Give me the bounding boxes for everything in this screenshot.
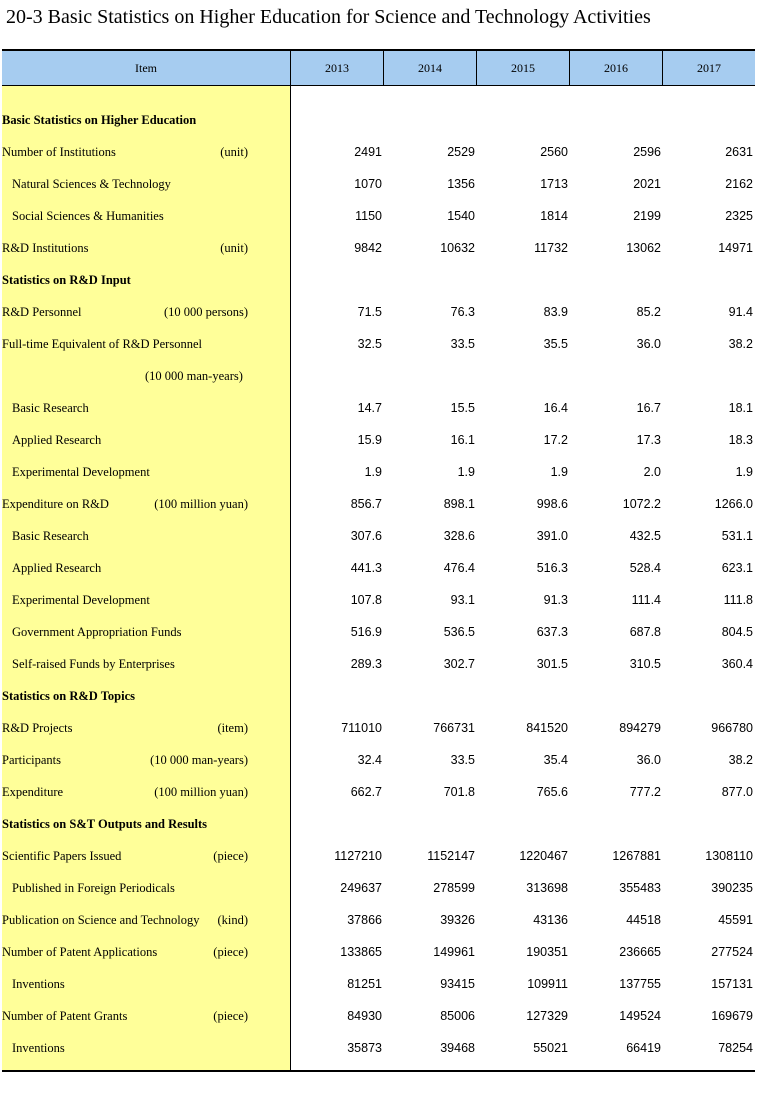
row-label: Number of Institutions <box>2 144 116 159</box>
row-label: Government Appropriation Funds <box>12 624 182 639</box>
value-row <box>291 840 755 872</box>
table-row <box>2 616 290 648</box>
value-cell: 637.3 <box>536 625 568 639</box>
value-cell: 328.6 <box>443 529 475 543</box>
item-cell <box>2 177 290 192</box>
value-row <box>291 936 755 968</box>
value-cell: 355483 <box>619 881 661 895</box>
value-row <box>291 232 755 264</box>
table-row <box>2 520 290 552</box>
item-cell <box>2 401 290 416</box>
item-cell <box>2 625 290 640</box>
value-cell: 78254 <box>718 1041 753 1055</box>
value-row <box>291 488 755 520</box>
item-cell <box>2 209 290 224</box>
table-row <box>2 744 290 776</box>
value-cell: 301.5 <box>536 657 568 671</box>
value-row <box>291 904 755 936</box>
item-cell <box>2 241 290 256</box>
table-row <box>2 840 290 872</box>
value-row <box>291 648 755 680</box>
item-cell <box>2 497 290 512</box>
table-row <box>2 712 290 744</box>
value-cell: 1070 <box>354 177 382 191</box>
value-cell: 1308110 <box>705 849 753 863</box>
value-cell: 18.3 <box>728 433 753 447</box>
section-header-row <box>2 680 290 712</box>
value-cell: 14.7 <box>357 401 382 415</box>
row-label: Number of Patent Applications <box>2 944 158 959</box>
value-cell: 93415 <box>440 977 475 991</box>
value-cell: 2162 <box>725 177 753 191</box>
value-cell: 32.5 <box>357 337 382 351</box>
value-row <box>291 712 755 744</box>
value-cell: 766731 <box>433 721 475 735</box>
row-label: R&D Institutions <box>2 240 89 255</box>
section-label: Statistics on R&D Input <box>2 272 131 287</box>
value-cell: 66419 <box>626 1041 661 1055</box>
value-row <box>291 872 755 904</box>
value-row <box>291 136 755 168</box>
value-cell: 1152147 <box>427 849 475 863</box>
item-cell <box>2 945 290 960</box>
value-cell: 476.4 <box>443 561 475 575</box>
value-cell: 43136 <box>533 913 568 927</box>
header-year: 2014 <box>384 51 477 85</box>
value-cell: 1266.0 <box>714 497 753 511</box>
row-unit: (10 000 persons) <box>163 304 248 319</box>
value-cell: 149524 <box>619 1009 661 1023</box>
value-cell: 1127210 <box>334 849 382 863</box>
item-cell <box>2 657 290 672</box>
row-unit: (piece) <box>213 848 248 863</box>
row-label: Inventions <box>12 1040 65 1055</box>
value-cell: 1540 <box>447 209 475 223</box>
item-cell <box>2 785 290 800</box>
table-row <box>2 968 290 1000</box>
value-cell: 91.3 <box>543 593 568 607</box>
table-row <box>2 168 290 200</box>
row-unit: (kind) <box>217 912 248 927</box>
value-cell: 289.3 <box>350 657 382 671</box>
value-cell: 966780 <box>711 721 753 735</box>
value-cell: 249637 <box>340 881 382 895</box>
value-cell: 998.6 <box>536 497 568 511</box>
item-cell <box>2 849 290 864</box>
value-row <box>291 200 755 232</box>
row-unit: (100 million yuan) <box>154 784 248 799</box>
table-row <box>2 584 290 616</box>
value-cell: 877.0 <box>721 785 753 799</box>
item-cell <box>2 433 290 448</box>
value-cell: 18.1 <box>728 401 753 415</box>
table-row <box>2 1032 290 1064</box>
value-row <box>291 1000 755 1032</box>
row-label: R&D Personnel <box>2 304 82 319</box>
row-label: Inventions <box>12 976 65 991</box>
value-cell: 37866 <box>347 913 382 927</box>
value-cell: 107.8 <box>350 593 382 607</box>
value-cell: 38.2 <box>728 753 753 767</box>
value-cell: 528.4 <box>629 561 661 575</box>
value-cell: 133865 <box>340 945 382 959</box>
value-cell: 390235 <box>711 881 753 895</box>
section-header-row <box>2 264 290 296</box>
value-cell: 307.6 <box>350 529 382 543</box>
value-cell: 44518 <box>626 913 661 927</box>
value-row <box>291 328 755 360</box>
value-cell: 10632 <box>440 241 475 255</box>
item-cell <box>2 1041 290 1056</box>
value-cell: 360.4 <box>721 657 753 671</box>
value-cell: 302.7 <box>443 657 475 671</box>
value-cell: 1.9 <box>550 465 568 479</box>
row-label: Participants <box>2 752 62 767</box>
value-cell: 38.2 <box>728 337 753 351</box>
value-cell: 310.5 <box>629 657 661 671</box>
table-row <box>2 200 290 232</box>
row-label: Experimental Development <box>12 592 150 607</box>
value-cell: 39468 <box>440 1041 475 1055</box>
value-cell: 701.8 <box>443 785 475 799</box>
value-cell: 84930 <box>347 1009 382 1023</box>
value-cell: 15.5 <box>450 401 475 415</box>
value-cell: 16.4 <box>543 401 568 415</box>
value-cell: 2021 <box>633 177 661 191</box>
value-cell: 169679 <box>711 1009 753 1023</box>
value-cell: 1267881 <box>612 849 661 863</box>
value-cell: 432.5 <box>629 529 661 543</box>
value-cell: 531.1 <box>721 529 753 543</box>
value-cell: 137755 <box>619 977 661 991</box>
table-title: 20-3 Basic Statistics on Higher Education for Science and Technology Activities <box>6 6 651 28</box>
value-cell: 391.0 <box>536 529 568 543</box>
value-row <box>291 360 755 392</box>
table-row <box>2 232 290 264</box>
value-cell: 35.4 <box>543 753 568 767</box>
row-unit: (10 000 man-years) <box>145 368 243 383</box>
table-row <box>2 904 290 936</box>
value-cell: 278599 <box>433 881 475 895</box>
value-cell: 15.9 <box>357 433 382 447</box>
value-cell: 81251 <box>347 977 382 991</box>
value-cell: 11732 <box>534 241 568 255</box>
table-row <box>2 936 290 968</box>
table-row <box>2 328 290 360</box>
value-cell: 2199 <box>633 209 661 223</box>
item-cell <box>2 913 290 928</box>
value-cell: 441.3 <box>350 561 382 575</box>
value-row <box>291 744 755 776</box>
item-cell <box>2 721 290 736</box>
value-row <box>291 392 755 424</box>
row-label: Social Sciences & Humanities <box>12 208 164 223</box>
value-cell: 91.4 <box>728 305 753 319</box>
item-cell <box>2 337 290 352</box>
table-body <box>2 86 755 1070</box>
value-row <box>291 616 755 648</box>
value-cell: 856.7 <box>350 497 382 511</box>
value-cell: 277524 <box>711 945 753 959</box>
table-row <box>2 424 290 456</box>
value-cell: 71.5 <box>357 305 382 319</box>
section-label: Statistics on R&D Topics <box>2 688 136 703</box>
value-cell: 662.7 <box>350 785 382 799</box>
value-row <box>291 456 755 488</box>
value-row <box>291 680 755 712</box>
value-cell: 55021 <box>533 1041 568 1055</box>
row-label: Number of Patent Grants <box>2 1008 128 1023</box>
value-cell: 111.8 <box>723 593 753 607</box>
value-cell: 2560 <box>540 145 568 159</box>
header-year: 2016 <box>570 51 663 85</box>
row-label: Applied Research <box>12 432 102 447</box>
value-cell: 236665 <box>619 945 661 959</box>
table-row <box>2 136 290 168</box>
value-cell: 83.9 <box>543 305 568 319</box>
item-cell <box>2 689 290 704</box>
row-unit: (piece) <box>213 944 248 959</box>
value-cell: 623.1 <box>721 561 753 575</box>
value-cell: 894279 <box>619 721 661 735</box>
value-cell: 2.0 <box>643 465 661 479</box>
value-cell: 313698 <box>526 881 568 895</box>
value-cell: 1.9 <box>735 465 753 479</box>
item-cell <box>2 753 290 768</box>
value-row <box>291 264 755 296</box>
value-row <box>291 168 755 200</box>
value-cell: 1.9 <box>364 465 382 479</box>
value-cell: 1.9 <box>457 465 475 479</box>
table-header <box>2 51 755 86</box>
value-cell: 36.0 <box>636 337 661 351</box>
value-cell: 804.5 <box>721 625 753 639</box>
value-cell: 1072.2 <box>622 497 661 511</box>
row-label: Scientific Papers Issued <box>2 848 122 863</box>
row-unit: (unit) <box>220 144 248 159</box>
value-cell: 76.3 <box>450 305 475 319</box>
row-label: Publication on Science and Technology <box>2 912 200 927</box>
item-cell <box>2 881 290 896</box>
item-cell <box>2 977 290 992</box>
table-row <box>2 360 290 392</box>
value-cell: 2596 <box>633 145 661 159</box>
value-cell: 85006 <box>440 1009 475 1023</box>
item-column <box>2 86 291 1070</box>
value-row <box>291 296 755 328</box>
value-cell: 1356 <box>447 177 475 191</box>
row-unit: (piece) <box>213 1008 248 1023</box>
value-cell: 2325 <box>725 209 753 223</box>
section-header-row <box>2 104 290 136</box>
section-header-row <box>2 808 290 840</box>
value-cell: 16.7 <box>636 401 661 415</box>
item-cell <box>2 465 290 480</box>
value-cell: 17.2 <box>543 433 568 447</box>
value-cell: 711010 <box>341 721 382 735</box>
row-label: Expenditure <box>2 784 64 799</box>
row-unit: (item) <box>217 720 248 735</box>
value-cell: 516.3 <box>536 561 568 575</box>
value-cell: 841520 <box>526 721 568 735</box>
value-cell: 1713 <box>540 177 568 191</box>
row-label: Basic Research <box>12 400 89 415</box>
value-cell: 33.5 <box>450 337 475 351</box>
value-row <box>291 424 755 456</box>
value-cell: 536.5 <box>443 625 475 639</box>
value-cell: 2491 <box>354 145 382 159</box>
value-columns <box>291 86 755 1070</box>
value-cell: 1814 <box>540 209 568 223</box>
value-cell: 157131 <box>711 977 753 991</box>
value-cell: 516.9 <box>350 625 382 639</box>
value-cell: 93.1 <box>450 593 475 607</box>
table-row <box>2 648 290 680</box>
row-unit: (100 million yuan) <box>154 496 248 511</box>
value-cell: 687.8 <box>629 625 661 639</box>
item-cell <box>2 1009 290 1024</box>
value-row <box>291 808 755 840</box>
value-cell: 13062 <box>626 241 661 255</box>
row-label: Experimental Development <box>12 464 150 479</box>
value-cell: 35873 <box>347 1041 382 1055</box>
item-cell <box>2 113 290 128</box>
value-cell: 109911 <box>527 977 568 991</box>
value-cell: 1220467 <box>519 849 568 863</box>
value-cell: 2529 <box>447 145 475 159</box>
value-cell: 111.4 <box>631 593 661 607</box>
row-unit: (10 000 man-years) <box>150 752 248 767</box>
value-cell: 14971 <box>718 241 753 255</box>
row-label: R&D Projects <box>2 720 73 735</box>
row-label: Basic Research <box>12 528 89 543</box>
item-cell <box>2 305 290 320</box>
header-year: 2017 <box>697 60 721 75</box>
row-unit: (unit) <box>220 240 248 255</box>
section-label: Basic Statistics on Higher Education <box>2 112 197 127</box>
table-row <box>2 296 290 328</box>
item-cell <box>2 145 290 160</box>
row-label: Full-time Equivalent of R&D Personnel <box>2 336 202 351</box>
item-cell <box>2 529 290 544</box>
table-row <box>2 552 290 584</box>
value-row <box>291 968 755 1000</box>
value-row <box>291 776 755 808</box>
header-year: 2015 <box>477 51 570 85</box>
item-cell <box>2 817 290 832</box>
item-cell <box>2 561 290 576</box>
value-cell: 85.2 <box>636 305 661 319</box>
value-cell: 17.3 <box>636 433 661 447</box>
value-row <box>291 104 755 136</box>
value-cell: 777.2 <box>629 785 661 799</box>
row-label: Self-raised Funds by Enterprises <box>12 656 175 671</box>
table-row <box>2 392 290 424</box>
value-row <box>291 1032 755 1064</box>
value-cell: 765.6 <box>536 785 568 799</box>
table-row <box>2 872 290 904</box>
row-label: Published in Foreign Periodicals <box>12 880 175 895</box>
value-cell: 33.5 <box>450 753 475 767</box>
value-row <box>291 520 755 552</box>
value-cell: 45591 <box>718 913 753 927</box>
value-cell: 898.1 <box>443 497 475 511</box>
value-cell: 9842 <box>354 241 382 255</box>
value-cell: 36.0 <box>636 753 661 767</box>
value-row <box>291 584 755 616</box>
header-year: 2013 <box>291 51 384 85</box>
table-row <box>2 456 290 488</box>
row-label: Applied Research <box>12 560 102 575</box>
value-row <box>291 552 755 584</box>
value-cell: 149961 <box>433 945 475 959</box>
row-label: Expenditure on R&D <box>2 496 109 511</box>
value-cell: 1150 <box>355 209 382 223</box>
section-label: Statistics on S&T Outputs and Results <box>2 816 208 831</box>
value-cell: 39326 <box>440 913 475 927</box>
header-item: Item <box>2 51 291 85</box>
value-cell: 35.5 <box>543 337 568 351</box>
table-row <box>2 1000 290 1032</box>
item-cell <box>2 273 290 288</box>
statistics-table <box>2 49 755 1072</box>
table-row <box>2 488 290 520</box>
table-row <box>2 776 290 808</box>
value-cell: 2631 <box>725 145 753 159</box>
value-cell: 190351 <box>526 945 568 959</box>
value-cell: 16.1 <box>450 433 475 447</box>
value-cell: 32.4 <box>357 753 382 767</box>
item-cell <box>2 593 290 608</box>
value-cell: 127329 <box>526 1009 568 1023</box>
row-label: Natural Sciences & Technology <box>12 176 171 191</box>
